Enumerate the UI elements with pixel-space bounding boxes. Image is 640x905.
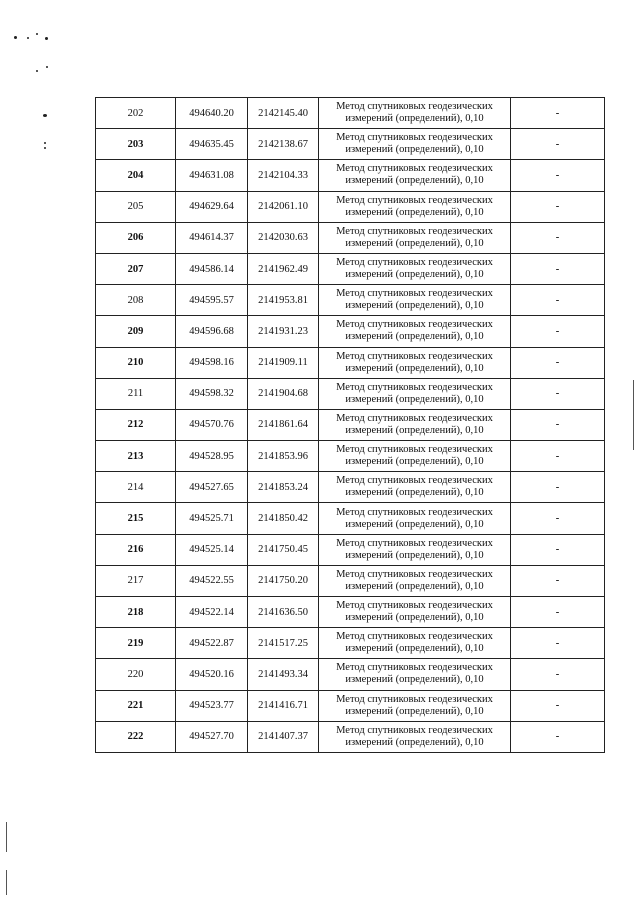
coord-y: 2141750.45 [248,534,319,565]
point-number: 221 [96,690,176,721]
table-row [96,316,605,347]
point-number: 214 [96,472,176,503]
table-row [96,659,605,690]
table-row [96,441,605,472]
description-dash: - [511,409,605,440]
method-line-1: Метод спутниковых геодезических [336,132,493,144]
method-line-1: Метод спутниковых геодезических [336,101,493,113]
method-cell [319,503,511,534]
method-line-2: измерений (определений), 0,10 [345,237,484,249]
description-dash: - [511,316,605,347]
method-line-1: Метод спутниковых геодезических [336,194,493,206]
method-line-2: измерений (определений), 0,10 [345,674,484,686]
point-number: 202 [96,98,176,129]
coord-x: 494596.68 [176,316,248,347]
coord-y: 2141850.42 [248,503,319,534]
method-cell [319,160,511,191]
method-cell [319,253,511,284]
description-dash: - [511,659,605,690]
point-number: 213 [96,441,176,472]
coord-x: 494525.14 [176,534,248,565]
description-dash: - [511,441,605,472]
method-line-1: Метод спутниковых геодезических [336,225,493,237]
description-dash: - [511,347,605,378]
point-number: 217 [96,565,176,596]
method-cell [319,534,511,565]
coord-y: 2141909.11 [248,347,319,378]
method-line-2: измерений (определений), 0,10 [345,518,484,530]
coordinates-table [95,97,605,753]
description-dash: - [511,160,605,191]
description-dash: - [511,98,605,129]
point-number: 212 [96,409,176,440]
table-row [96,534,605,565]
description-dash: - [511,253,605,284]
point-number: 207 [96,253,176,284]
method-line-1: Метод спутниковых геодезических [336,288,493,300]
method-line-2: измерений (определений), 0,10 [345,580,484,592]
method-cell [319,628,511,659]
table-row [96,378,605,409]
method-line-2: измерений (определений), 0,10 [345,362,484,374]
table-row [96,503,605,534]
method-cell [319,690,511,721]
method-cell [319,565,511,596]
method-cell [319,98,511,129]
method-line-1: Метод спутниковых геодезических [336,163,493,175]
method-line-1: Метод спутниковых геодезических [336,475,493,487]
method-line-2: измерений (определений), 0,10 [345,393,484,405]
coord-y: 2141861.64 [248,409,319,440]
method-cell [319,191,511,222]
point-number: 219 [96,628,176,659]
description-dash: - [511,721,605,752]
table-row [96,565,605,596]
coord-y: 2141407.37 [248,721,319,752]
coord-y: 2141493.34 [248,659,319,690]
method-line-1: Метод спутниковых геодезических [336,724,493,736]
point-number: 220 [96,659,176,690]
coord-x: 494586.14 [176,253,248,284]
coord-y: 2142061.10 [248,191,319,222]
coord-y: 2142138.67 [248,129,319,160]
description-dash: - [511,597,605,628]
description-dash: - [511,690,605,721]
method-line-1: Метод спутниковых геодезических [336,568,493,580]
description-dash: - [511,534,605,565]
coord-x: 494527.65 [176,472,248,503]
method-cell [319,441,511,472]
table-row [96,129,605,160]
method-line-1: Метод спутниковых геодезических [336,444,493,456]
table-row [96,253,605,284]
coord-y: 2141904.68 [248,378,319,409]
method-line-2: измерений (определений), 0,10 [345,549,484,561]
coord-y: 2141416.71 [248,690,319,721]
coord-x: 494522.55 [176,565,248,596]
coord-y: 2142145.40 [248,98,319,129]
method-line-2: измерений (определений), 0,10 [345,736,484,748]
point-number: 211 [96,378,176,409]
description-dash: - [511,129,605,160]
coord-y: 2142104.33 [248,160,319,191]
description-dash: - [511,472,605,503]
method-cell [319,347,511,378]
table-row [96,690,605,721]
method-line-1: Метод спутниковых геодезических [336,257,493,269]
method-line-2: измерений (определений), 0,10 [345,643,484,655]
method-line-1: Метод спутниковых геодезических [336,600,493,612]
coord-x: 494528.95 [176,441,248,472]
method-cell [319,472,511,503]
coord-y: 2142030.63 [248,222,319,253]
method-line-1: Метод спутниковых геодезических [336,631,493,643]
method-cell [319,129,511,160]
method-line-1: Метод спутниковых геодезических [336,506,493,518]
method-line-2: измерений (определений), 0,10 [345,331,484,343]
coord-x: 494635.45 [176,129,248,160]
coord-x: 494520.16 [176,659,248,690]
method-line-1: Метод спутниковых геодезических [336,319,493,331]
coord-y: 2141853.96 [248,441,319,472]
point-number: 203 [96,129,176,160]
table-row [96,721,605,752]
coord-x: 494523.77 [176,690,248,721]
scan-edge-mark [633,380,634,450]
description-dash: - [511,565,605,596]
coord-x: 494527.70 [176,721,248,752]
description-dash: - [511,222,605,253]
method-cell [319,285,511,316]
point-number: 215 [96,503,176,534]
coord-x: 494522.14 [176,597,248,628]
scan-edge-mark [6,870,7,895]
method-cell [319,409,511,440]
method-line-2: измерений (определений), 0,10 [345,705,484,717]
description-dash: - [511,628,605,659]
method-cell [319,316,511,347]
coord-x: 494595.57 [176,285,248,316]
method-line-2: измерений (определений), 0,10 [345,456,484,468]
point-number: 222 [96,721,176,752]
coord-y: 2141962.49 [248,253,319,284]
table-row [96,222,605,253]
coord-x: 494614.37 [176,222,248,253]
method-cell [319,721,511,752]
coord-x: 494640.20 [176,98,248,129]
description-dash: - [511,378,605,409]
table-row [96,98,605,129]
point-number: 209 [96,316,176,347]
point-number: 216 [96,534,176,565]
coord-x: 494629.64 [176,191,248,222]
method-line-1: Метод спутниковых геодезических [336,350,493,362]
point-number: 205 [96,191,176,222]
coord-y: 2141931.23 [248,316,319,347]
method-cell [319,659,511,690]
description-dash: - [511,503,605,534]
table-row [96,628,605,659]
coord-x: 494570.76 [176,409,248,440]
coord-x: 494522.87 [176,628,248,659]
point-number: 210 [96,347,176,378]
coord-x: 494631.08 [176,160,248,191]
table-row [96,285,605,316]
method-line-2: измерений (определений), 0,10 [345,144,484,156]
method-line-1: Метод спутниковых геодезических [336,537,493,549]
method-line-1: Метод спутниковых геодезических [336,662,493,674]
description-dash: - [511,285,605,316]
method-cell [319,597,511,628]
method-line-1: Метод спутниковых геодезических [336,381,493,393]
description-dash: - [511,191,605,222]
method-line-1: Метод спутниковых геодезических [336,412,493,424]
table-row [96,191,605,222]
table-row [96,597,605,628]
method-line-2: измерений (определений), 0,10 [345,269,484,281]
method-line-2: измерений (определений), 0,10 [345,300,484,312]
method-line-2: измерений (определений), 0,10 [345,487,484,499]
table-row [96,347,605,378]
scan-edge-mark [6,822,7,852]
coord-y: 2141517.25 [248,628,319,659]
point-number: 208 [96,285,176,316]
method-line-2: измерений (определений), 0,10 [345,612,484,624]
coord-x: 494598.32 [176,378,248,409]
method-cell [319,222,511,253]
coord-y: 2141853.24 [248,472,319,503]
method-line-2: измерений (определений), 0,10 [345,175,484,187]
coordinates-table-body [96,98,605,753]
method-line-2: измерений (определений), 0,10 [345,424,484,436]
method-line-2: измерений (определений), 0,10 [345,113,484,125]
table-row [96,409,605,440]
point-number: 218 [96,597,176,628]
coord-y: 2141953.81 [248,285,319,316]
point-number: 204 [96,160,176,191]
coord-y: 2141750.20 [248,565,319,596]
method-line-2: измерений (определений), 0,10 [345,206,484,218]
coord-x: 494525.71 [176,503,248,534]
point-number: 206 [96,222,176,253]
method-line-1: Метод спутниковых геодезических [336,693,493,705]
table-row [96,160,605,191]
table-row [96,472,605,503]
method-cell [319,378,511,409]
coord-y: 2141636.50 [248,597,319,628]
coord-x: 494598.16 [176,347,248,378]
